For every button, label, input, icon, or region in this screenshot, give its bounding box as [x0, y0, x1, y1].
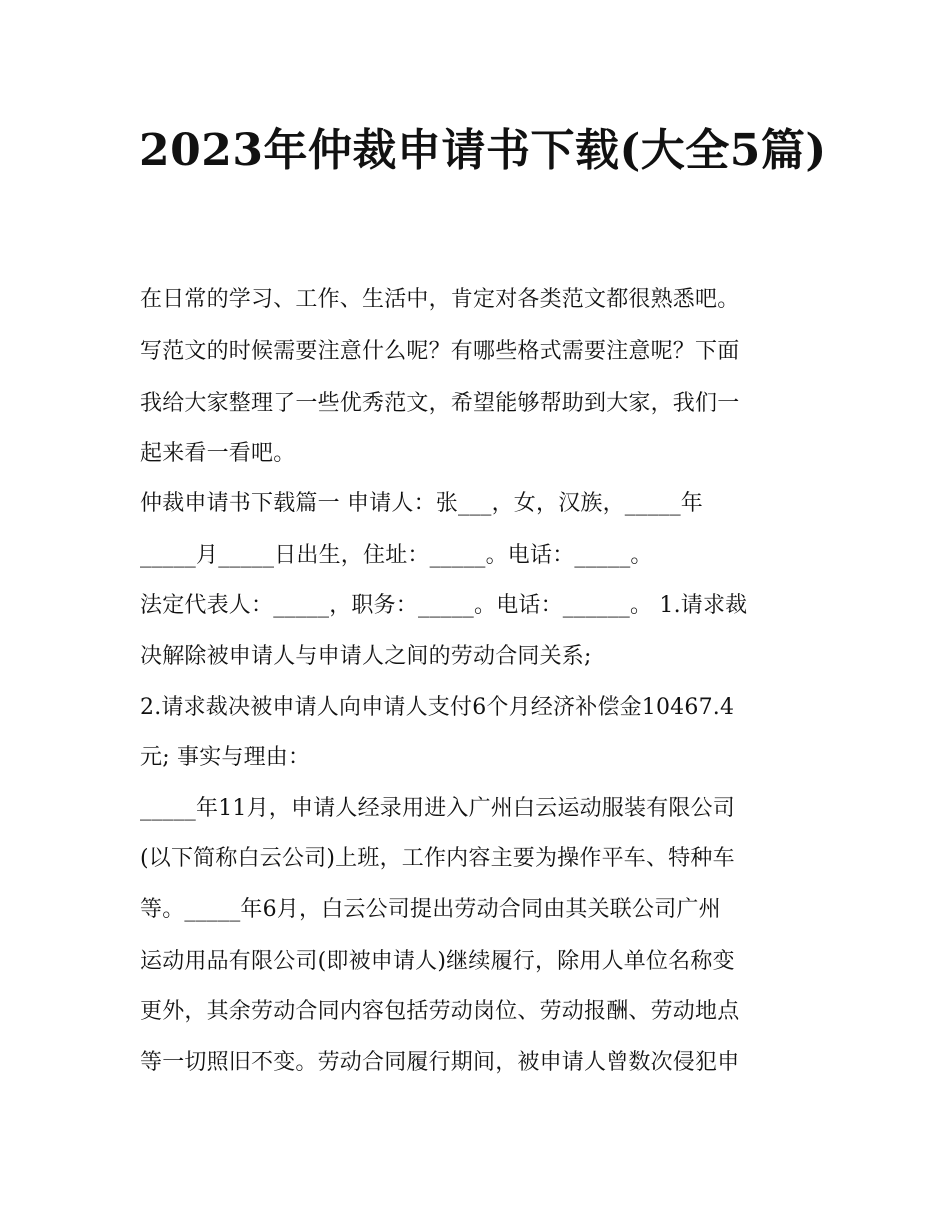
paragraph-line-3: 我给大家整理了一些优秀范文，希望能够帮助到大家，我们一 — [140, 391, 740, 416]
paragraph-line-16: 等一切照旧不变。劳动合同履行期间，被申请人曾数次侵犯申 — [140, 1050, 740, 1075]
paragraph-line-7: 法定代表人：_____，职务：_____。电话：______。 1.请求裁 — [140, 593, 748, 618]
document-title: 2023年仲裁申请书下载(大全5篇) — [139, 125, 827, 176]
paragraph-line-5: 仲裁申请书下载篇一 申请人：张___，女，汉族，_____年 — [140, 491, 703, 516]
paragraph-line-14: 运动用品有限公司(即被申请人)继续履行，除用人单位名称变 — [140, 949, 735, 974]
paragraph-line-2: 写范文的时候需要注意什么呢？有哪些格式需要注意呢？下面 — [140, 339, 740, 364]
paragraph-line-6: _____月_____日出生，住址：_____。电话：_____。 — [140, 543, 653, 568]
paragraph-line-9: 2.请求裁决被申请人向申请人支付6个月经济补偿金10467.4 — [140, 695, 735, 720]
paragraph-line-13: 等。_____年6月，白云公司提出劳动合同由其关联公司广州 — [140, 897, 721, 922]
paragraph-line-11: _____年11月，申请人经录用进入广州白云运动服装有限公司 — [140, 796, 735, 821]
paragraph-line-1: 在日常的学习、工作、生活中，肯定对各类范文都很熟悉吧。 — [140, 287, 740, 312]
paragraph-line-10: 元; 事实与理由： — [140, 745, 311, 770]
paragraph-line-12: (以下简称白云公司)上班，工作内容主要为操作平车、特种车 — [140, 846, 735, 871]
paragraph-line-4: 起来看一看吧。 — [140, 441, 296, 466]
paragraph-line-8: 决解除被申请人与申请人之间的劳动合同关系; — [140, 644, 592, 669]
paragraph-line-15: 更外，其余劳动合同内容包括劳动岗位、劳动报酬、劳动地点 — [140, 999, 740, 1024]
